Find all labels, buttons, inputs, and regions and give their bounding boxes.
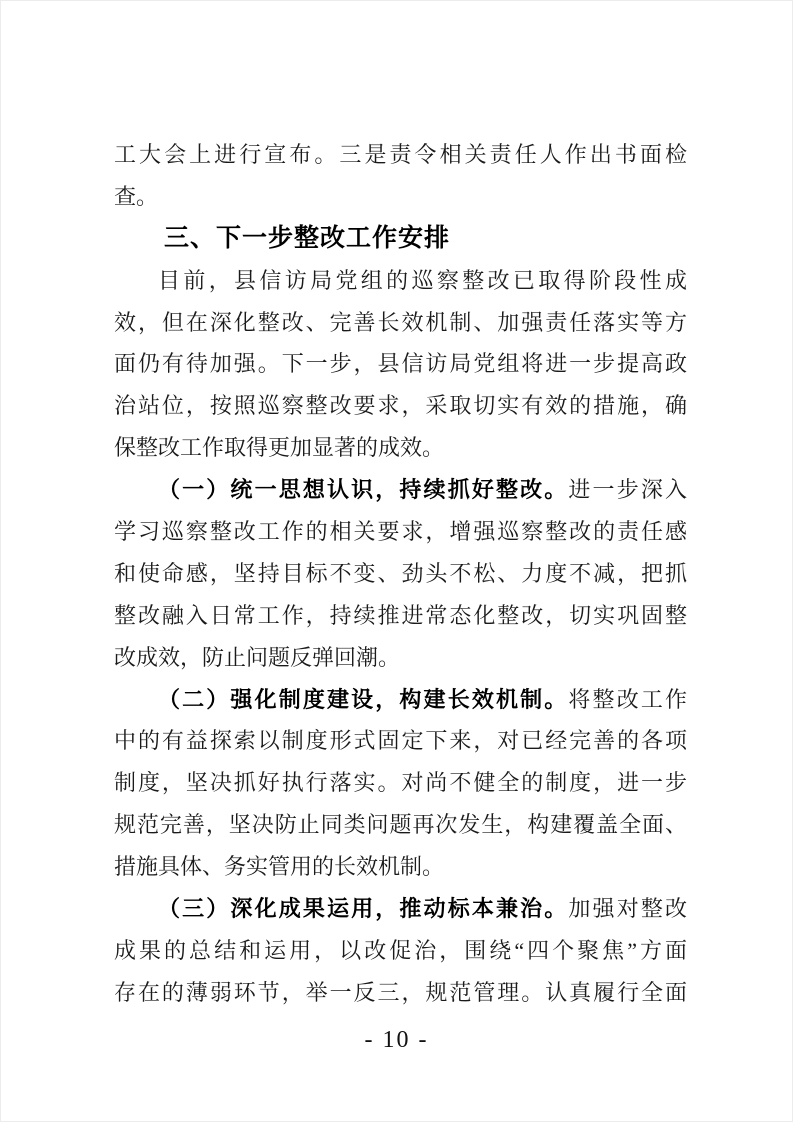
body-text: 进一步深入: [568, 477, 687, 503]
text-line: [114, 553, 687, 595]
body-text: 加强对整改: [568, 896, 687, 922]
body-text: 工大会上进行宣布。三是责令相关责任人作出书面检: [114, 142, 687, 167]
text-line: [114, 385, 687, 427]
body-text: 效，但在深化整改、完善长效机制、加强责任落实等方: [114, 309, 687, 335]
text-line: [114, 846, 687, 888]
body-text: 制度，坚决抓好执行落实。对尚不健全的制度，进一步: [114, 770, 687, 796]
text-line: [114, 762, 687, 804]
text-line: [114, 427, 687, 469]
text-line: [114, 637, 687, 679]
body-text: 目前，县信访局党组的巡察整改已取得阶段性成: [158, 267, 687, 293]
text-line: [114, 511, 687, 553]
text-line: [114, 260, 687, 302]
body-text: 整改融入日常工作，持续推进常态化整改，切实巩固整: [114, 602, 687, 628]
body-text: 规范完善，坚决防止同类问题再次发生，构建覆盖全面、: [114, 812, 687, 838]
emphasized-text: （三）深化成果运用，推动标本兼治。: [158, 896, 569, 922]
emphasized-text: 三、下一步整改工作安排: [164, 223, 451, 252]
body-text: 学习巡察整改工作的相关要求，增强巡察整改的责任感: [114, 519, 687, 545]
text-line: [114, 134, 687, 176]
document-body: [114, 134, 687, 1014]
page-number: - 10 -: [364, 1027, 429, 1053]
text-line: [114, 804, 687, 846]
body-text: 和使命感，坚持目标不变、劲头不松、力度不减，把抓: [114, 560, 687, 586]
text-line: [114, 930, 687, 972]
text-line: [114, 302, 687, 344]
body-text: 将整改工作: [568, 686, 687, 712]
body-text: 面仍有待加强。下一步，县信访局党组将进一步提高政: [114, 351, 687, 377]
text-line: [114, 469, 687, 511]
text-line: [114, 679, 687, 721]
body-text: 查。: [114, 183, 159, 209]
body-text: 保整改工作取得更加显著的成效。: [114, 435, 445, 461]
text-line: [114, 343, 687, 385]
text-line: [114, 720, 687, 762]
section-heading: [114, 218, 687, 260]
emphasized-text: （一）统一思想认识，持续抓好整改。: [158, 477, 569, 503]
text-line: [114, 595, 687, 637]
emphasized-text: （二）强化制度建设，构建长效机制。: [158, 686, 569, 712]
text-line: [114, 972, 687, 1014]
body-text: 成果的总结和运用，以改促治，围绕“四个聚焦”方面: [114, 937, 687, 963]
text-line: [114, 176, 687, 218]
body-text: 改成效，防止问题反弹回潮。: [114, 644, 401, 670]
body-text: 存在的薄弱环节，举一反三，规范管理。认真履行全面: [114, 979, 687, 1005]
text-line: [114, 888, 687, 930]
body-text: 治站位，按照巡察整改要求，采取切实有效的措施，确: [114, 393, 687, 419]
body-text: 措施具体、务实管用的长效机制。: [114, 854, 445, 880]
body-text: 中的有益探索以制度形式固定下来，对已经完善的各项: [114, 728, 687, 754]
